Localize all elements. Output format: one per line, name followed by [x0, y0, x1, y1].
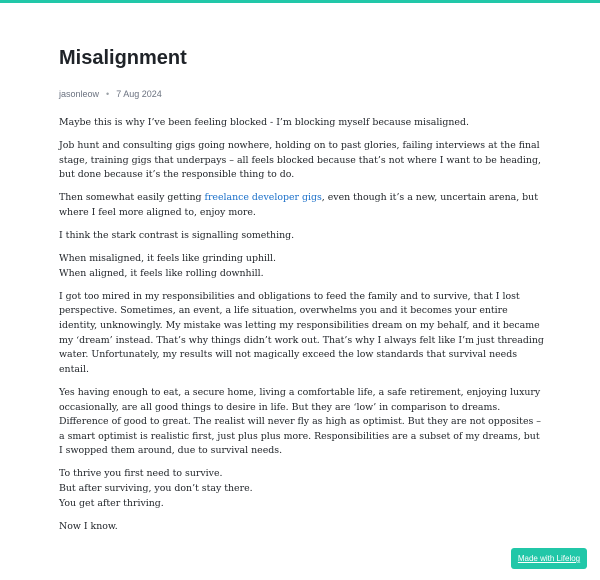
paragraph-5-line-2: When aligned, it feels like rolling downhill. [59, 267, 264, 279]
top-accent-bar [0, 0, 600, 3]
paragraph-3-text-after: , even though it’s a new, uncertain arena, but where I feel more aligned to, enjoy more. [59, 192, 538, 218]
post-date: 7 Aug 2024 [116, 89, 162, 99]
paragraph-5 [59, 252, 545, 281]
post-article [59, 46, 545, 543]
paragraph-7: Yes having enough to eat, a secure home, living a comfortable life, a safe retirement, enjoying luxury occasionally, are all good things to desire in life. But they are ‘low’ in comparison to dreams. Difference of good to great. The realist will never fly as high as optimist. But they are not opposites – a smart optimist is realistic first, just plus plus more. Responsibilities are a subset of my dreams, but I swopped them around, due to survival needs. [59, 386, 541, 457]
freelance-developer-gigs-link[interactable]: freelance developer gigs [204, 192, 322, 204]
paragraph-8-line-2: But after surviving, you don’t stay there. [59, 482, 253, 494]
made-with-lifelog-button[interactable]: Made with Lifelog [511, 548, 587, 569]
paragraph-3-text-before: Then somewhat easily getting [59, 192, 205, 204]
post-title: Misalignment [59, 47, 187, 69]
paragraph-8 [59, 467, 545, 511]
post-body [59, 116, 545, 534]
paragraph-2: Job hunt and consulting gigs going nowhere, holding on to past glories, failing interviews at the final stage, training gigs that underpays – all feels blocked because that’s not where I want to be heading, but done because it’s the responsible thing to do. [59, 140, 541, 181]
paragraph-1: Maybe this is why I’ve been feeling blocked - I’m blocking myself because misaligned. [59, 117, 469, 128]
paragraph-9: Now I know. [59, 520, 118, 532]
author-name: jasonleow [59, 89, 100, 99]
paragraph-3 [59, 191, 545, 220]
paragraph-6: I got too mired in my responsibilities and obligations to feed the family and to survive, that I lost perspective. Sometimes, an event, a life situation, overwhelms you and it becomes your entire identity, unknowingly. My mistake was letting my responsibilities dream on my behalf, and it became my ‘dream’ instead. That’s why things didn’t work out. That’s why I always felt like I’m just threading water. Unfortunately, my results will not magically exceed the low standards that survival needs entail. [59, 290, 544, 375]
meta-separator: • [106, 89, 110, 99]
paragraph-8-line-1: To thrive you first need to survive. [59, 468, 223, 480]
paragraph-5-line-1: When misaligned, it feels like grinding uphill. [59, 253, 276, 265]
paragraph-8-line-3: You get after thriving. [59, 497, 164, 509]
post-meta [59, 88, 545, 100]
paragraph-4: I think the stark contrast is signalling something. [59, 230, 295, 242]
